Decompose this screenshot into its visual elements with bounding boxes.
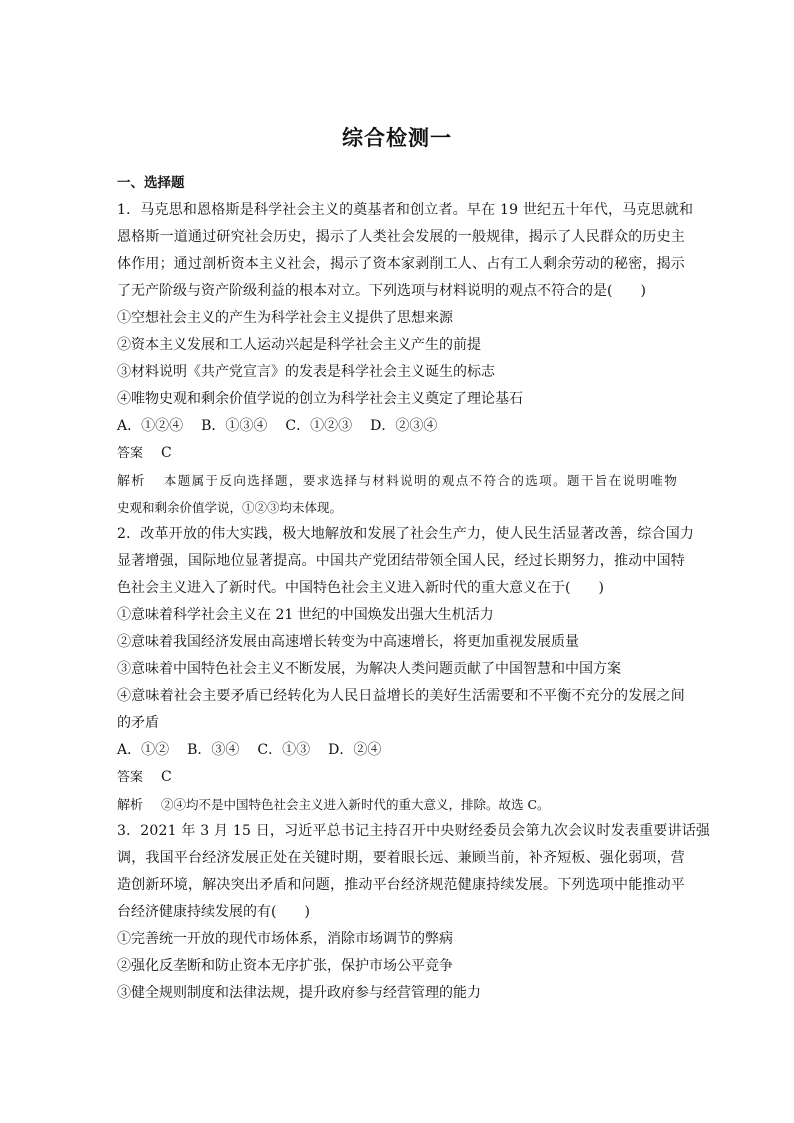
option-b: B．③④: [187, 742, 240, 758]
question-text-line: 3．2021 年 3 月 15 日，习近平总书记主持召开中央财经委员会第九次会议时发表重要讲话强: [117, 823, 711, 839]
statement-item: ①意味着科学社会主义在 21 世纪的中国焕发出强大生机活力: [117, 607, 494, 623]
analysis-text: ②④均不是中国特色社会主义进入新时代的重大意义，排除。故选 C。: [161, 797, 550, 812]
option-c: C．①③: [257, 742, 311, 758]
question-text-line: 造创新环境，解决突出矛盾和问题，推动平台经济规范健康持续发展。下列选项中能推动平: [117, 877, 685, 893]
option-b: B．①③④: [201, 418, 268, 434]
option-a: A．①②: [117, 742, 170, 758]
question-text-line: 调，我国平台经济发展正处在关键时期，要着眼长远、兼顾当前，补齐短板、强化弱项，营: [117, 850, 685, 866]
option-a: A．①②④: [117, 418, 184, 434]
question-text-line: 了无产阶级与资产阶级利益的根本对立。下列选项与材料说明的观点不符合的是( ): [117, 283, 646, 299]
statement-item: ②强化反垄断和防止资本无序扩张，保护市场公平竞争: [117, 958, 453, 974]
question-text-line: 1．马克思和恩格斯是科学社会主义的奠基者和创立者。早在 19 世纪五十年代，马克思就和: [117, 202, 694, 218]
answer-row: [117, 440, 677, 467]
question-3: [117, 818, 711, 1007]
answer-row: [117, 764, 677, 791]
analysis-text-line: 史观和剩余价值学说，①②③均未体现。: [117, 500, 343, 515]
answer-value: C: [161, 769, 172, 785]
analysis-label: 解析: [117, 474, 146, 489]
statement-item: ④意味着社会主要矛盾已经转化为人民日益增长的美好生活需要和不平衡不充分的发展之间: [117, 688, 685, 704]
question-text-line: 色社会主义进入了新时代。中国特色社会主义进入新时代的重大意义在于( ): [117, 580, 604, 596]
question-text-line: 显著增强，国际地位显著提高。中国共产党团结带领全国人民，经过长期努力，推动中国特: [117, 553, 685, 569]
option-d: D．②④: [328, 742, 382, 758]
answer-label: 答案: [117, 770, 144, 785]
answer-options: [117, 737, 677, 764]
analysis-label: 解析: [117, 798, 144, 813]
answer-options: [117, 413, 677, 440]
question-text-line: 体作用；通过剖析资本主义社会，揭示了资本家剥削工人、占有工人剩余劳动的秘密，揭示: [117, 256, 685, 272]
analysis-text: 本题属于反向选择题，要求选择与材料说明的观点不符合的选项。题干旨在说明唯物: [163, 473, 677, 488]
statement-item: ④唯物史观和剩余价值学说的创立为科学社会主义奠定了理论基石: [117, 391, 523, 407]
answer-label: 答案: [117, 446, 144, 461]
statement-item: ①空想社会主义的产生为科学社会主义提供了思想来源: [117, 310, 453, 326]
statement-item: ③材料说明《共产党宣言》的发表是科学社会主义诞生的标志: [117, 364, 495, 380]
option-c: C．①②③: [285, 418, 353, 434]
statement-item: ①完善统一开放的现代市场体系，消除市场调节的弊病: [117, 931, 453, 947]
question-2: [117, 521, 695, 818]
question-text-line: 恩格斯一道通过研究社会历史，揭示了人类社会发展的一般规律，揭示了人民群众的历史主: [117, 229, 685, 245]
page-title: 综合检测一: [342, 126, 452, 150]
analysis-row: [117, 791, 677, 818]
document-content: [117, 170, 711, 1007]
question-text-line: 台经济健康持续发展的有( ): [117, 904, 310, 920]
analysis-row: [117, 467, 677, 494]
statement-item: ②意味着我国经济发展由高速增长转变为中高速增长，将更加重视发展质量: [117, 634, 579, 650]
statement-item-continued: 的矛盾: [117, 715, 159, 731]
question-text-line: 2．改革开放的伟大实践，极大地解放和发展了社会生产力，使人民生活显著改善，综合国力: [117, 526, 695, 542]
answer-value: C: [161, 445, 172, 461]
option-d: D．②③④: [370, 418, 438, 434]
statement-item: ②资本主义发展和工人运动兴起是科学社会主义产生的前提: [117, 337, 481, 353]
statement-item: ③意味着中国特色社会主义不断发展，为解决人类问题贡献了中国智慧和中国方案: [117, 661, 621, 677]
question-1: [117, 197, 694, 521]
section-heading: 一、选择题: [117, 175, 185, 191]
statement-item: ③健全规则制度和法律法规，提升政府参与经营管理的能力: [117, 985, 481, 1001]
